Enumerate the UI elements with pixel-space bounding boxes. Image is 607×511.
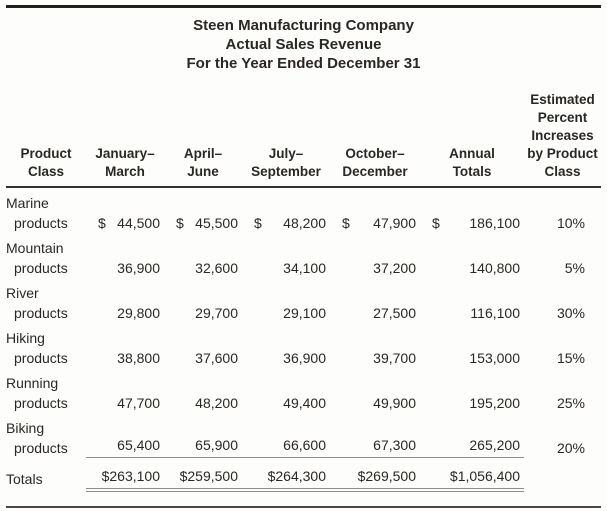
product-class-cell [6, 368, 86, 413]
header-line: Annual [449, 146, 495, 161]
percent-increase-cell: 10% [556, 215, 585, 231]
total-amount-value: $264,300 [267, 468, 326, 484]
amount-value: 186,100 [469, 215, 520, 231]
total-amount-cell [164, 458, 242, 497]
table-row-totals [6, 458, 601, 497]
total-amount-cell [330, 458, 420, 497]
amount-value: 49,400 [283, 395, 326, 411]
col-header-october-december [330, 91, 420, 187]
amount-cell [164, 413, 242, 458]
annual-total-cell [420, 233, 524, 278]
table-row-river-products [6, 278, 601, 323]
header-line: Product [20, 146, 72, 161]
annual-total-cell [420, 413, 524, 458]
table-row-marine-products [6, 187, 601, 233]
annual-total-cell [420, 187, 524, 233]
total-amount-cell [86, 458, 164, 497]
totals-label: Totals [6, 471, 43, 487]
amount-cell [86, 323, 164, 368]
header-line: Class [544, 164, 581, 179]
annual-total-cell [420, 323, 524, 368]
amount-value: 27,500 [373, 305, 416, 321]
amount-value: 66,600 [283, 437, 326, 453]
amount-value: 47,700 [117, 395, 160, 411]
percent-increase-cell: 15% [556, 350, 585, 366]
header-line: June [187, 164, 219, 179]
table-row-biking-products [6, 413, 601, 458]
top-border-rule [6, 5, 601, 8]
product-name: Hiking [6, 330, 45, 346]
amount-cell [242, 278, 330, 323]
amount-cell [164, 323, 242, 368]
annual-total-cell [420, 368, 524, 413]
amount-cell [86, 278, 164, 323]
product-name: Biking [6, 420, 45, 436]
amount-value: 29,100 [283, 305, 326, 321]
amount-cell [164, 368, 242, 413]
product-sub-label: products [14, 440, 68, 456]
table-row-hiking-products [6, 323, 601, 368]
total-amount-cell [242, 458, 330, 497]
amount-value: 140,800 [469, 260, 520, 276]
header-line: by Product [527, 146, 598, 161]
amount-cell [164, 278, 242, 323]
amount-value: 36,900 [117, 260, 160, 276]
percent-increase-cell: 5% [564, 260, 585, 276]
product-class-cell [6, 187, 86, 233]
table-row-mountain-products [6, 233, 601, 278]
product-name: Running [6, 375, 59, 391]
col-header-april-june [164, 91, 242, 187]
amount-value: 48,200 [195, 395, 238, 411]
col-header-january-march [86, 91, 164, 187]
company-name: Steen Manufacturing Company [193, 17, 414, 34]
amount-cell [242, 187, 330, 233]
grand-total-value: $1,056,400 [449, 468, 520, 484]
amount-value: 38,800 [117, 350, 160, 366]
annual-total-cell [420, 278, 524, 323]
header-line: December [342, 164, 408, 179]
amount-value: 32,600 [195, 260, 238, 276]
header-line: April– [183, 146, 223, 161]
amount-value: 44,500 [117, 215, 160, 231]
currency-symbol: $ [98, 215, 106, 231]
product-sub-label: products [14, 305, 68, 321]
header-line: October– [345, 146, 405, 161]
product-sub-label: products [14, 215, 68, 231]
amount-cell [330, 323, 420, 368]
amount-value: 65,400 [117, 437, 160, 453]
amount-cell [330, 413, 420, 458]
empty-cell [524, 458, 601, 497]
table-row-running-products [6, 368, 601, 413]
product-name: River [6, 285, 39, 301]
amount-cell [164, 187, 242, 233]
header-line: July– [268, 146, 304, 161]
amount-cell [86, 413, 164, 458]
amount-value: 49,900 [373, 395, 416, 411]
amount-value: 265,200 [469, 437, 520, 453]
grand-total-cell [420, 458, 524, 497]
amount-value: 34,100 [283, 260, 326, 276]
percent-increase-cell: 20% [556, 440, 585, 456]
amount-value: 67,300 [373, 437, 416, 453]
amount-cell [330, 187, 420, 233]
currency-symbol: $ [432, 215, 440, 231]
product-class-cell [6, 278, 86, 323]
col-header-annual-totals [420, 91, 524, 187]
header-line: Percent [537, 110, 588, 125]
amount-value: 47,900 [373, 215, 416, 231]
product-sub-label: products [14, 260, 68, 276]
sales-revenue-table [6, 91, 601, 497]
col-header-product-class [6, 91, 86, 187]
col-header-estimated-percent-increases [524, 91, 601, 187]
amount-value: 65,900 [195, 437, 238, 453]
header-line: January– [95, 146, 155, 161]
header-line: March [105, 164, 145, 179]
statement-title: Actual Sales Revenue [225, 36, 382, 53]
percent-increase-cell: 30% [556, 305, 585, 321]
amount-cell [242, 323, 330, 368]
product-sub-label: products [14, 350, 68, 366]
product-sub-label: products [14, 395, 68, 411]
amount-cell [242, 233, 330, 278]
currency-symbol: $ [254, 215, 262, 231]
amount-cell [86, 233, 164, 278]
header-line: Estimated [530, 92, 595, 107]
header-line: Increases [531, 128, 594, 143]
amount-value: 29,700 [195, 305, 238, 321]
bottom-border-rule [6, 506, 601, 508]
amount-cell [86, 187, 164, 233]
amount-cell [330, 368, 420, 413]
amount-value: 37,200 [373, 260, 416, 276]
amount-value: 153,000 [469, 350, 520, 366]
amount-cell [330, 233, 420, 278]
amount-cell [242, 413, 330, 458]
total-amount-value: $263,100 [101, 468, 160, 484]
amount-cell [86, 368, 164, 413]
amount-value: 29,800 [117, 305, 160, 321]
product-name: Marine [6, 195, 49, 211]
total-amount-value: $259,500 [179, 468, 238, 484]
statement-period: For the Year Ended December 31 [186, 55, 421, 72]
totals-label-cell [6, 458, 86, 497]
currency-symbol: $ [342, 215, 350, 231]
header-line: Totals [452, 164, 492, 179]
col-header-july-september [242, 91, 330, 187]
amount-cell [164, 233, 242, 278]
product-name: Mountain [6, 240, 64, 256]
currency-symbol: $ [176, 215, 184, 231]
percent-increase-cell: 25% [556, 395, 585, 411]
amount-value: 36,900 [283, 350, 326, 366]
amount-cell [330, 278, 420, 323]
statement-header [6, 16, 601, 73]
product-class-cell [6, 323, 86, 368]
product-class-cell [6, 233, 86, 278]
header-line: September [251, 164, 321, 179]
amount-value: 45,500 [195, 215, 238, 231]
total-amount-value: $269,500 [357, 468, 416, 484]
amount-cell [242, 368, 330, 413]
amount-value: 116,100 [470, 305, 520, 321]
table-header-row [6, 91, 601, 187]
amount-value: 37,600 [195, 350, 238, 366]
amount-value: 39,700 [373, 350, 416, 366]
product-class-cell [6, 413, 86, 458]
header-line: Class [27, 164, 65, 179]
amount-value: 48,200 [283, 215, 326, 231]
amount-value: 195,200 [469, 395, 520, 411]
